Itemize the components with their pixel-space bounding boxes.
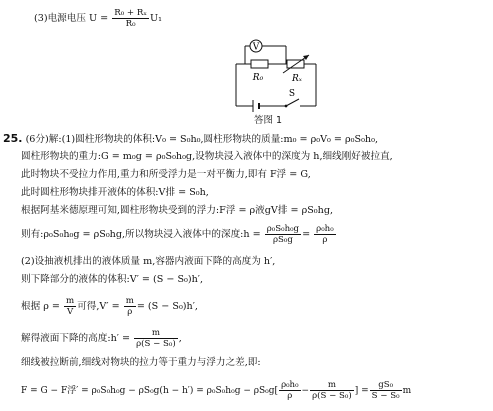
depth-f1-num: ρ₀S₀h₀g: [266, 224, 300, 234]
part3-numerator: R₀ + Rₓ: [114, 8, 147, 18]
rho-mid: 可得,V′ =: [77, 301, 120, 312]
part3-lhs: U =: [89, 13, 109, 24]
depth-formula: [21, 224, 337, 245]
part2-line-1: (2)设抽液机排出的液体质量 m,容器内液面下降的高度为 h′,: [21, 256, 276, 267]
resistor-r0: [251, 60, 268, 83]
question-number: 25.: [3, 132, 23, 145]
drop-num: m: [134, 328, 178, 339]
q25-line-5: 根据阿基米德原理可知,圆柱形物块受到的浮力:F浮 = ρ液gV排 = ρS₀hg,: [21, 205, 334, 216]
drop-fraction: [134, 328, 178, 349]
part3-formula: [34, 8, 162, 29]
force-f3-num: gS₀: [370, 380, 402, 391]
rho-fraction-2: [124, 296, 136, 317]
rho-fraction-1: [64, 296, 76, 317]
pull-line: 细线被拉断前,细线对物块的拉力等于重力与浮力之差,即:: [21, 357, 261, 368]
depth-fraction-1: [265, 224, 301, 245]
q25-line-2: 圆柱形物块的重力:G = m₀g = ρ₀S₀h₀g,设物块浸入液体中的深度为 h,细线刚好被拉直,: [21, 151, 393, 162]
battery: [253, 100, 259, 112]
force-fraction-3: [370, 380, 402, 401]
drop-pre: 解得液面下降的高度:h′ =: [21, 333, 131, 344]
figure-caption: 答图 1: [254, 115, 283, 126]
rho-post: = (S − S₀)h′,: [136, 301, 198, 312]
part3-label: (3)电源电压: [34, 13, 86, 24]
force-tail: m: [402, 386, 412, 396]
rho-f2-den: ρ: [127, 307, 133, 317]
force-formula: [21, 380, 411, 401]
force-f2-num: m: [310, 380, 354, 391]
force-mid: ] =: [354, 386, 369, 396]
rho-pre: 根据 ρ =: [21, 301, 60, 312]
q25-line-4: 此时圆柱形物块排开液体的体积:V排 = S₀h,: [21, 187, 209, 198]
voltmeter-label: V: [252, 42, 260, 53]
depth-f2-den: ρ: [322, 235, 328, 245]
rho-f2-num: m: [125, 296, 134, 306]
rx-label: Rₓ: [292, 74, 302, 84]
q25-line-1-text: (6分)解:(1)圆柱形物块的体积:V₀ = S₀h₀,圆柱形物块的质量:m₀ = ρ₀V₀ = ρ₀S₀h₀,: [25, 134, 378, 145]
switch: [285, 89, 299, 107]
rho-f1-num: m: [66, 296, 75, 306]
resistor-rx: [283, 55, 309, 84]
force-f3-den: S − S₀: [371, 391, 400, 401]
part3-fraction: [112, 8, 149, 29]
part3-denominator: R₀: [125, 19, 136, 29]
depth-eq: =: [302, 229, 311, 240]
density-formula: [21, 296, 198, 317]
depth-f2-num: ρ₀h₀: [316, 224, 334, 234]
force-f1-den: ρ: [287, 391, 293, 401]
drop-post: ,: [178, 333, 182, 344]
depth-fraction-2: [314, 224, 335, 245]
force-minus: −: [301, 386, 310, 396]
drop-formula: [21, 328, 182, 349]
force-fraction-1: [279, 380, 300, 401]
depth-text: 则有:ρ₀S₀h₀g = ρS₀hg,所以物块浸入液体中的深度:h =: [21, 229, 261, 240]
force-fraction-2: [310, 380, 354, 401]
force-f2-den: ρ(S − S₀): [312, 391, 352, 401]
force-pre: F = G − F浮′ = ρ₀S₀h₀g − ρS₀g(h − h′) = ρ₀S₀h₀g − ρS₀g[: [21, 386, 279, 396]
drop-den: ρ(S − S₀): [136, 339, 176, 349]
depth-f1-den: ρS₀g: [272, 235, 293, 245]
force-f1-num: ρ₀h₀: [281, 380, 299, 390]
q25-line-3: 此时物块不受拉力作用,重力和所受浮力是一对平衡力,即有 F浮 = G,: [21, 169, 311, 180]
voltmeter: [250, 40, 262, 53]
switch-label: S: [288, 89, 296, 99]
part3-tail: U₁: [149, 13, 162, 24]
q25-line-1: [3, 133, 378, 146]
rho-f1-den: V: [67, 307, 74, 317]
part2-line-2: 则下降部分的液体的体积:V′ = (S − S₀)h′,: [21, 274, 204, 285]
r0-label: R₀: [252, 73, 264, 83]
